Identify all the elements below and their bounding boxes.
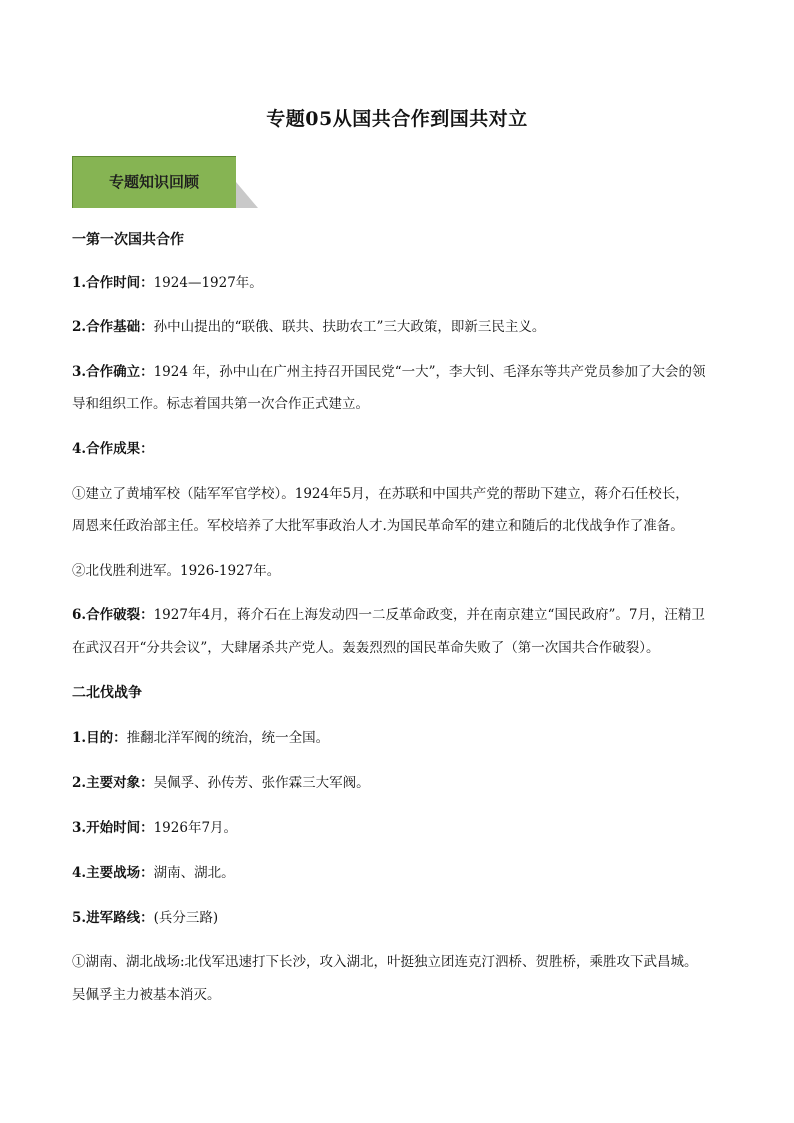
paragraph-cooperation-break [72, 605, 732, 625]
paragraph-main-targets [72, 773, 732, 793]
paragraph-text: 湖南、湖北。 [153, 865, 235, 881]
paragraph-text: 1924—1927年。 [153, 275, 263, 291]
paragraph-label: 3.开始时间： [72, 820, 154, 836]
paragraph-cooperation-basis [72, 317, 732, 337]
section-banner [72, 156, 258, 208]
page-title: 专题05从国共合作到国共对立 [266, 108, 528, 130]
paragraph-whampoa-cont: 周恩来任政治部主任。军校培养了大批军事政治人才.为国民革命军的建立和随后的北伐战争作了准备。 [72, 518, 684, 534]
paragraph-purpose [72, 728, 732, 748]
banner-label: 专题知识回顾 [108, 173, 199, 191]
paragraph-text: 1927年4月，蒋介石在上海发动四一二反革命政变，并在南京建立“国民政府”。7月，汪精卫 [153, 607, 705, 623]
paragraph-label: 2.合作基础： [72, 319, 154, 335]
paragraph-march-route [72, 908, 732, 928]
paragraph-whampoa: ①建立了黄埔军校（陆军军官学校）。1924年5月，在苏联和中国共产党的帮助下建立，蒋介石任校长， [72, 486, 689, 502]
paragraph-text: 推翻北洋军阀的统治，统一全国。 [126, 730, 330, 746]
paragraph-cooperation-results [72, 439, 732, 459]
paragraph-text: 孙中山提出的“联俄、联共、扶助农工”三大政策，即新三民主义。 [153, 319, 546, 335]
section-heading-2: 二北伐战争 [72, 685, 142, 701]
paragraph-text: 吴佩孚、孙传芳、张作霖三大军阀。 [153, 775, 370, 791]
paragraph-label: 4.主要战场： [72, 865, 154, 881]
paragraph-cooperation-time [72, 273, 732, 293]
paragraph-text: (兵分三路) [153, 910, 219, 926]
paragraph-text: 1926年7月。 [153, 820, 238, 836]
paragraph-hunan-hubei-cont: 吴佩孚主力被基本消灭。 [72, 987, 221, 1003]
paragraph-label: 3.合作确立： [72, 364, 154, 380]
paragraph-northern-victory: ②北伐胜利进军。1926-1927年。 [72, 563, 281, 579]
paragraph-main-battlefield [72, 863, 732, 883]
paragraph-cooperation-establish [72, 362, 732, 382]
paragraph-label: 4.合作成果： [72, 441, 154, 457]
banner-fold [236, 182, 258, 208]
paragraph-hunan-hubei: ①湖南、湖北战场:北伐军迅速打下长沙，攻入湖北，叶挺独立团连克汀泗桥、贺胜桥，乘胜攻下武昌城。 [72, 954, 698, 970]
paragraph-label: 6.合作破裂： [72, 607, 154, 623]
paragraph-cooperation-break-cont: 在武汉召开“分共会议”，大肆屠杀共产党人。轰轰烈烈的国民革命失败了（第一次国共合作破裂）。 [72, 640, 660, 656]
paragraph-text: 1924 年，孙中山在广州主持召开国民党“一大”，李大钊、毛泽东等共产党员参加了大会的领 [153, 364, 706, 380]
section-heading-1: 一第一次国共合作 [72, 232, 184, 248]
paragraph-label: 2.主要对象： [72, 775, 154, 791]
paragraph-label: 1.合作时间： [72, 275, 154, 291]
paragraph-label: 1.目的： [72, 730, 127, 746]
paragraph-start-time [72, 818, 732, 838]
paragraph-cooperation-establish-cont: 导和组织工作。标志着国共第一次合作正式建立。 [72, 396, 369, 412]
paragraph-label: 5.进军路线： [72, 910, 154, 926]
